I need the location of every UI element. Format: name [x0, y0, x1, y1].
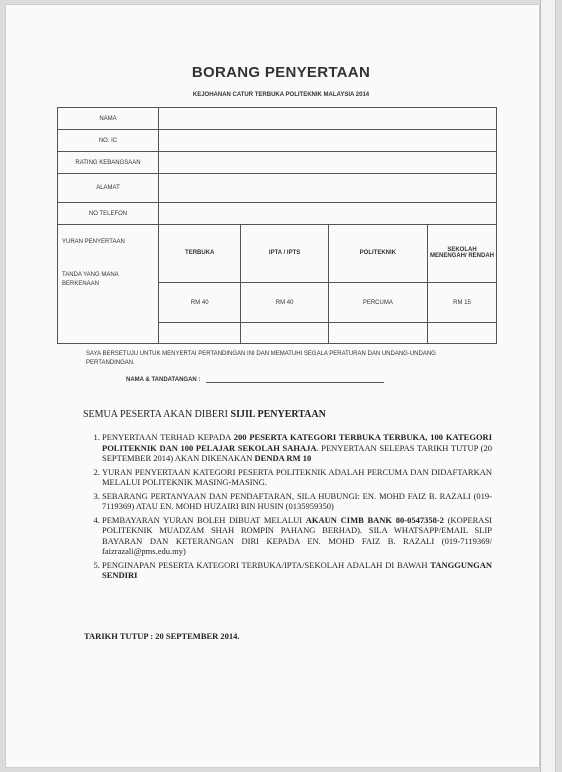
- address-field[interactable]: [159, 174, 497, 203]
- ic-number-field[interactable]: [159, 130, 497, 152]
- signature-line[interactable]: [206, 382, 384, 383]
- amount-sekolah: RM 15: [428, 282, 497, 322]
- checkbox-sekolah[interactable]: [428, 323, 497, 344]
- notice-emphasis: SIJIL PENYERTAAN: [230, 409, 326, 420]
- fee-sublabel: TANDA YANG MANA BERKENAAN: [62, 272, 119, 287]
- checkbox-politeknik[interactable]: [328, 323, 427, 344]
- table-row: [58, 152, 497, 174]
- term-text: PENYERTAAN TERHAD KEPADA: [102, 432, 234, 442]
- list-item: [102, 560, 492, 581]
- category-terbuka: TERBUKA: [159, 225, 241, 283]
- name-field[interactable]: [159, 108, 497, 130]
- field-label: NO TELEFON: [58, 203, 159, 225]
- term-emphasis: TANGGUNGAN SENDIRI: [102, 559, 492, 580]
- amount-politeknik: PERCUMA: [328, 282, 427, 322]
- fee-label: YURAN PENYERTAAN: [62, 239, 125, 245]
- field-label: ALAMAT: [58, 174, 159, 203]
- form-subtitle: KEJOHANAN CATUR TERBUKA POLITEKNIK MALAYSIA 2014: [192, 92, 370, 98]
- checkbox-terbuka[interactable]: [159, 323, 241, 344]
- term-emphasis: AKAUN CIMB BANK 80-0547358-2: [305, 514, 444, 525]
- field-label: RATING KEBANGSAAN: [58, 152, 159, 174]
- phone-field[interactable]: [159, 203, 497, 225]
- page-edge: [540, 0, 556, 772]
- checkbox-ipta-ipts[interactable]: [241, 323, 328, 344]
- list-item: 2. YURAN PENYERTAAN KATEGORI PESERTA POLITEKNIK ADALAH PERCUMA DAN DIDAFTARKAN MELALUI POLITEKNIK MASING-MASING.: [102, 467, 492, 488]
- certificate-notice: [83, 409, 326, 420]
- category-ipta-ipts: IPTA / IPTS: [241, 225, 328, 283]
- term-text: PENGINAPAN PESERTA KATEGORI TERBUKA/IPTA/SEKOLAH ADALAH DI BAWAH: [102, 559, 431, 570]
- fee-table: [57, 224, 497, 344]
- table-row: [58, 225, 497, 283]
- term-text: (KOPERASI POLITEKNIK MUADZAM SHAH ROMPIN PAHANG BERHAD). SILA WHATSAPP/EMAIL SLIP BAYARAN DAN KETERANGAN DIRI KEPADA EN. MOHD FAIZ B. RAZALI (019-7119369/ faizrazali@pms.edu.my): [102, 514, 492, 556]
- table-row: [58, 108, 497, 130]
- category-politeknik: POLITEKNIK: [328, 225, 427, 283]
- list-item: [102, 515, 492, 557]
- amount-ipta-ipts: RM 40: [241, 282, 328, 322]
- signature-row: [126, 377, 384, 383]
- term-emphasis: DENDA RM 10: [254, 453, 312, 463]
- participant-details-table: [57, 107, 497, 225]
- term-emphasis: 200 PESERTA KATEGORI TERBUKA TERBUKA, 100 KATEGORI POLITEKNIK DAN 100 PELAJAR SEKOLAH SAHAJA: [102, 432, 493, 453]
- form-title: BORANG PENYERTAAN: [191, 64, 371, 81]
- fee-label-cell: [58, 225, 159, 344]
- term-text: . PENYERTAAN SELEPAS TARIKH TUTUP (20 SEPTEMBER 2014) AKAN DIKENAKAN: [102, 442, 492, 463]
- table-row: [58, 174, 497, 203]
- notice-text: SEMUA PESERTA AKAN DIBERI: [83, 409, 231, 420]
- rating-field[interactable]: [159, 152, 497, 174]
- amount-terbuka: RM 40: [159, 282, 241, 322]
- field-label: NO. IC: [58, 130, 159, 152]
- consent-statement: SAYA BERSETUJU UNTUK MENYERTAI PERTANDINGAN INI DAN MEMATUHI SEGALA PERATURAN DAN UNDANG-UNDANG PERTANDINGAN.: [86, 351, 436, 366]
- list-item: 3. SEBARANG PERTANYAAN DAN PENDAFTARAN, SILA HUBUNGI: EN. MOHD FAIZ B. RAZALI (019-7119369) ATAU EN. MOHD HUZAIRI BIN HUSIN (0135959350): [102, 491, 492, 512]
- term-text: PEMBAYARAN YURAN BOLEH DIBUAT MELALUI: [102, 514, 306, 525]
- list-item: [102, 432, 492, 464]
- table-row: [58, 203, 497, 225]
- closing-date: TARIKH TUTUP : 20 SEPTEMBER 2014.: [84, 631, 240, 641]
- terms-list: [80, 432, 492, 584]
- field-label: NAMA: [58, 108, 159, 130]
- signature-label: NAMA & TANDATANGAN :: [126, 377, 201, 383]
- category-sekolah: SEKOLAH MENENGAH/ RENDAH: [428, 225, 497, 283]
- table-row: [58, 130, 497, 152]
